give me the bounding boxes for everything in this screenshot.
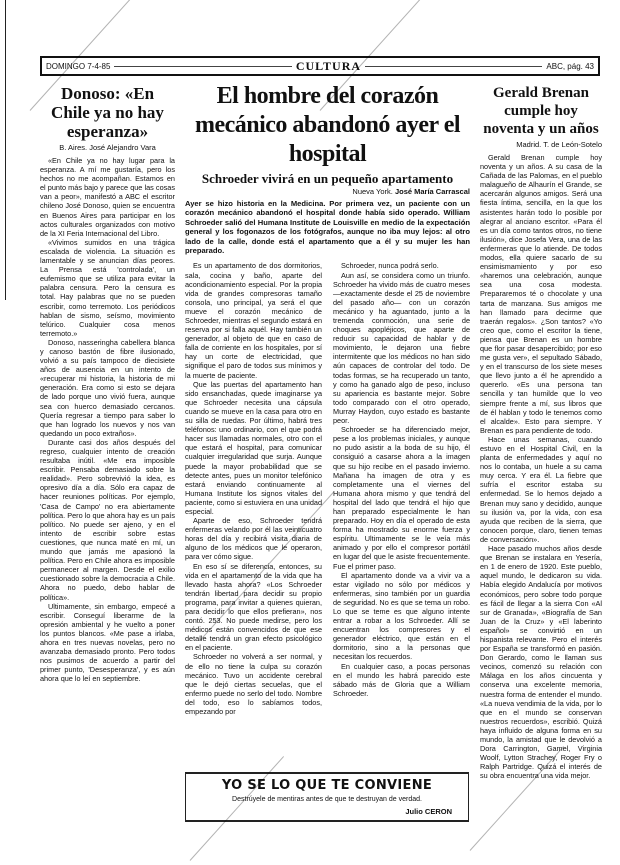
opinion-box	[185, 772, 469, 822]
paragraph: Hace pasado muchos años desde que Brenan se instalara en Yesería, en 1 de enero de 1920. Este pueblo, aquel mundo, le dedicaron su vida. Había elegido Andalucía por motivos económicos, pero sobre todo porque es fácil de llegar a la sierra Con «Al sur de Granada», «Biografía de San Juan de la Cruz» y «El laberinto español» se convirtió en un hispanista relevante. Pero el interés por España se transformó en pasión. Don Gerardo, como le llaman sus vecinos, comenzó su relación con Málaga en los años cincuenta y conserva una excelente memoria, nuestra forma de entender el mundo. «La nueva vendimia de la vida, por lo que en el mundo se conservan nuestros recuerdos», escribió. Quizá haya influido de alguna forma en su mundo, la amistad que le devolvió a Dora Carrington, Gamel, Virginia Woolf, Lytton Strachey, Roger Fry o Ralph Partridge. Quizá el interés de su obra encuentra una vida mejor.	[480, 544, 602, 781]
paragraph: «En Chile ya no hay lugar para la esperanza. A mí me gustaría, pero los hechos no me acompañan. Estamos en el punto más bajo y parece que las cosas van a peor», manifestó a ABC el escritor chileno José Donoso, quien se encuentra en Buenos Aires para participar en los actos culturales organizados con motivo de la XI Feria Internacional del Libro.	[40, 156, 175, 238]
box-subtitle: Destrúyele de mentiras antes de que te destruyan de verdad.	[232, 796, 422, 804]
center-column-1	[185, 261, 322, 766]
paragraph: Hace unas semanas, cuando estuvo en el Hospital Civil, en la planta de enfermedades y aquí no nos lo contaba, un huele a su cama muy cerca. Y era él. La fiebre que sufría el escritor estaba su enfermedad. Se lo hemos dejado a Brenan muy sano y decidido, aunque su ilusión va, por la vida, con esa ayuda que reciben de la sierra, que conocen porque, claro, tienen temas de conversación».	[480, 434, 602, 544]
header-rule	[365, 66, 542, 67]
section-title: CULTURA	[295, 58, 362, 73]
paragraph: Durante casi dos años después del regreso, cualquier intento de creación resultaba inútil. «Me era imposible escribir. Pensaba demasiado sobre la realidad». Pero sobrevivió la idea, es opresivo día a día. Sólo era capaz de hacer reuniones políticas. Por ejemplo, 'Casa de Campo' no era abiertamente política. Pero lo que ahora hay es un país político. No puede ser ajeno, y en el intento de escribir sobre estas cuestiones, que nunca maté en mí, un mundo que jamás me apasionó la política. Pero en Chile ahora es imposible permanecer al margen. Desde el exilio cuestionado sobre la democracia a Chile. Ahora no puedo, debo hablar de política».	[40, 437, 175, 602]
byline: Madrid. T. de León-Sotelo	[516, 140, 602, 149]
paragraph: Schroeder, nunca podrá serlo.	[341, 261, 439, 271]
paragraph: El apartamento donde va a vivir va a estar vigilado no sólo por médicos y enfermeras, sino también por un guardia de seguridad. No es que se tema un robo. Lo que se teme es que alguno intente entrar a robar a los Schroeder. Allí se encuentran los compresores y el generador eléctrico, que están en el dormitorio, sino a la personas que necesitan los recuerdos.	[333, 570, 470, 662]
byline-author: José María Carrascal	[394, 187, 470, 196]
issue-date: DOMINGO 7-4-85	[46, 61, 111, 71]
box-author: Julio CERON	[405, 807, 452, 817]
byline-place: Nueva York.	[352, 187, 395, 196]
paragraph: En eso sí se diferencia, entonces, su vida en el apartamento de la vida que ha llevado hasta ahora? «Los Schroeder tendrán libertad para decidir su propio programa, para invitar a quienes quieran, para decidir lo que ellos prefieran», nos contó. 253. No puede medirse, pero los médicos están convencidos de que ese detalle tendrá un gran efecto psicológico en el paciente.	[185, 561, 322, 653]
paragraph: En cualquier caso, a pocas personas en el mundo les habrá parecido este sábado más de Gloria que a William Schroeder.	[333, 661, 470, 698]
article-headline: Donoso: «En Chile ya no hay esperanza»	[51, 84, 164, 141]
center-column-2	[333, 261, 470, 766]
byline	[185, 187, 470, 197]
paragraph: Que las puertas del apartamento han sido ensanchadas, quede imaginarse ya que Schroeder necesita una cápsula cuando se mueve en la casa para otro en su silla de ruedas. Por último, habrá tres teléfonos: uno ordinario, con el que podrá hacer sus llamadas normales, otro con el que estará el hospital, para comunicar cualquier irregularidad que surja. Aunque puede la mayor probabilidad que se detecte antes, pues un monitor telefónico estará enviando continuamente al Humana Institute los signos vitales del paciente, como si estuviera en una unidad especial.	[185, 379, 322, 516]
box-title: YO SE LO QUE TE CONVIENE	[221, 778, 433, 794]
paragraph: Donoso, nasseringha cabellera blanca y canoso bastón de fibre ilusionado, volvió a su país tampoco de diecisiete años de ausencia en un intento de «recuperar mi historia, la historia de mi generación. Era como si esto se dejara de lado porque uno vivió fuera, aunque sea con huerco demasiado cercanos. Quería regresar a tiempo para saber lo que han logrado los nuevos y nos van quedando un poco extraños».	[40, 337, 175, 438]
paragraph: Schroeder se ha diferenciado mejor, pese a los problemas iniciales, y aunque no pudo asistir a la boda de su hijo, él consiguió a casarse ahora a la imagen que su hijo recibe en el pasado invierno. Mañana ha imagen de otra y es completamente una el viernes del Humana ahora mismo y que tendrá del hospital del lado que tendrá el hijo que han preparado especialmente le han preparado. Hoy en día el operado de esta forma ha mostrado su enorme fuerza y espíritu. Ultimamente se le veía más animado y por ello el compresor portátil en lugar del que le asiste frecuentemente. Fue el primer paso.	[333, 425, 470, 571]
paragraph: Gerald Brenan cumple hoy noventa y un años. A su casa de la Cañada de las Palomas, en el pueblo malagueño de Alhaurín el Grande, se acercarán algunos amigos. Será una fiesta íntima, sencilla, en la que los asistentes harán todo lo posible por alegrar al anciano escritor. «Para él es un día como tantos otros, no tiene ilusión», dice Josefa Vera, una de las enfermeras que lo atiende. De todos modos, ella quiere sacarlo de su ensimismamiento y por eso «haremos una celebración, aunque sea una cosa modesta. Prepararemos té o chocolate y una tarta de manzana. Sus amigos me han llamado para decirme que traerán regalos». ¿Son tantos? «Yo creo que, como el escritor la tiene, piensa que Brenan es un hombre que flor pasar desapercibido; por eso me gusta ver», el sepultado Sábado, y en el transcurso de los siete meses que llevo junto a él he aprendido a quererlo. «Es una persona tan sencilla y tan humilde que lo veo siempre frente a mí, sus libros que de él hablan y todo le tenemos como el alcalde». Esto para siempre. Y Brenan es para pendiente de todo.	[480, 153, 602, 435]
article-columns	[185, 261, 470, 766]
paragraph: «Vivimos sumidos en una trágica escalada de violencia. La situación es lamentable y se anuncian días peores. La Prensa está 'controlada', un eufemismo que se utiliza para evitar la palabra censura. Pero la censura es total. Hay palabras que no se pueden escribir, como terremoto. Los periódicos hablan de sismo, seísmo, movimiento telúrico. Cualquier cosa menos terremoto.»	[40, 237, 175, 338]
paragraph: Aparte de eso, Schroeder tendrá enfermeras velando por él las veinticuatro horas del día y recibirá visita diaria de alguno de los médicos que le operaron, para ver cómo sigue.	[185, 516, 322, 562]
page-number: ABC, pág. 43	[546, 61, 594, 71]
article-deck: Schroeder vivirá en un pequeño apartamento	[201, 171, 454, 186]
paragraph: Schroeder no volverá a ser normal, y de ello no tiene la culpa su corazón mecánico. Tuvo un accidente cerebral que le dejó ciertas secuelas, que el enfermo puede no serlo del todo. Nombre del todo, eso lo sabíamos todos, empezando por	[185, 652, 322, 717]
header-rule	[114, 66, 291, 67]
byline: B. Aires. José Alejandro Vara	[59, 143, 156, 152]
page-edge-line	[5, 0, 6, 300]
article-schroeder	[185, 82, 470, 822]
article-brenan	[480, 84, 602, 859]
paragraph: Ultimamente, sin embargo, empecé a escribir. Conseguí liberarme de la opresión ambiental y he vuelto a poner los puntos blancos. «Me pase a irlaba, ahora en tres nuevas novelas, pero no avanzaba demasiado pronto. Pero todos nos pusimos de acuerdo a partir del primer punto, 'Desesperanza', y es aún ahora que lo leí en septiembre.	[40, 601, 175, 684]
article-donoso	[40, 84, 175, 683]
article-headline: Gerald Brenan cumple hoy noventa y un años	[483, 85, 599, 137]
section-header-bar	[40, 56, 600, 76]
article-lead: Ayer se hizo historia en la Medicina. Por primera vez, un paciente con un corazón mecánico abandonó el hospital donde había sido operado. William Schroeder salió del Humana Institute de Louisville en medio de la expectación general y los fogonazos de los fotógrafos, aunque no iba muy lejos: al otro lado de la calle, donde está el apartamento que a él y su mujer les han preparado.	[185, 199, 470, 256]
main-headline: El hombre del corazón mecánico abandonó ayer el hospital	[194, 83, 461, 167]
paragraph: Es un apartamento de dos dormitorios, sala, cocina y baño, aparte del acondicionamiento especial. Por la propia vida de grandes compresoras tamaño consola, uno principal, ya será el que mueve el corazón mecánico de Schroeder, mientras el segundo estará en reserva por si falla aquél. Hay también un generador, al objeto de que en caso de falla de corriente en los hospitales, por sí hay un corte de electricidad, que signifique el paro de todos sus mínimos y la muerte de paciente.	[185, 261, 322, 380]
paragraph: Aun así, se considera como un triunfo. Schroeder ha vivido más de cuatro meses —exactamente desde el 25 de noviembre del pasado año— con un corazón mecánico y ha aguantado, junto a la tremenda conmoción, una serie de choques apopléjicos, que aparte de reducir su capacidad de hablar y de movimiento, le dejaron una fiebre intermitente que los médicos no han sido aún capaces de controlar del todo. De todas formas, se ha recuperado un tanto, y como ha ganado algo de peso, incluso su apariencia es bastante mejor. Sobre todo comparado con el otro operado, Murray Haydon, cuyo estado es bastante peor.	[333, 270, 470, 426]
